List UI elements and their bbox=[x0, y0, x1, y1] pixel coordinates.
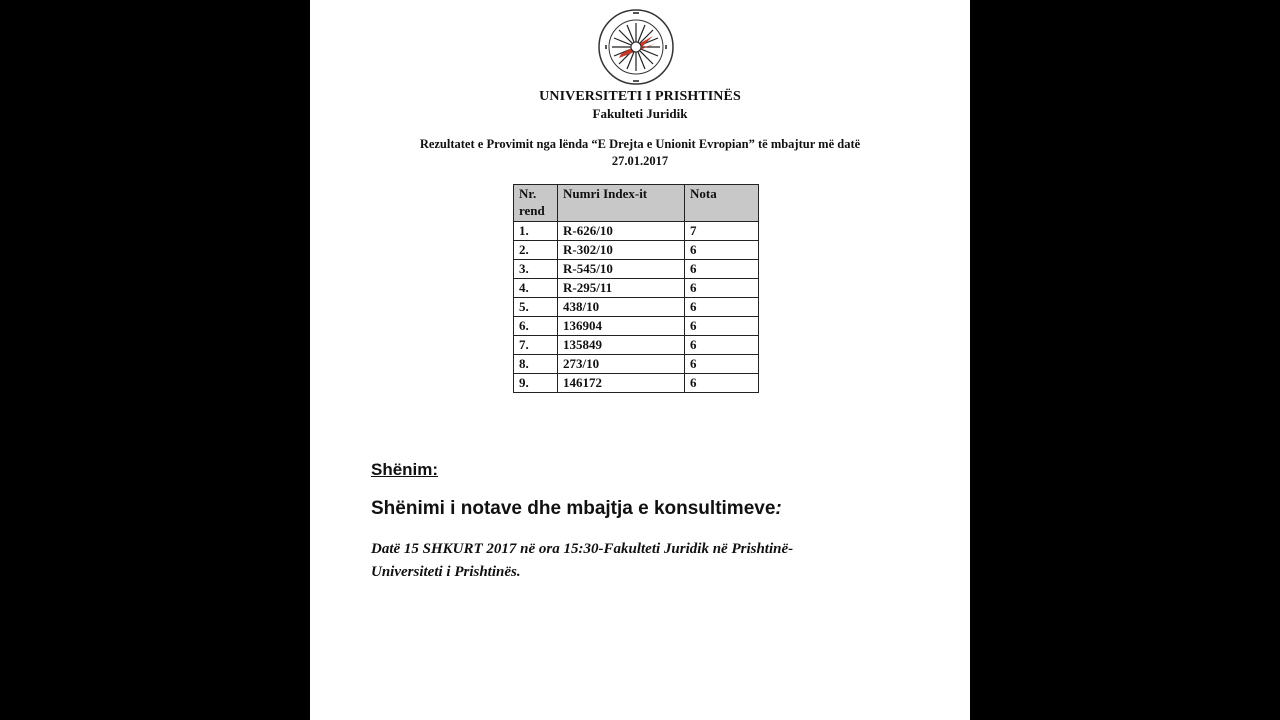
table-row bbox=[514, 336, 759, 355]
document-title: Rezultatet e Provimit nga lënda “E Drejta e Unionit Evropian” të mbajtur më datë bbox=[419, 137, 861, 151]
row-number: 7. bbox=[514, 336, 558, 355]
row-grade: 6 bbox=[685, 298, 759, 317]
table-row bbox=[514, 374, 759, 393]
faculty-name: Fakulteti Juridik bbox=[592, 106, 688, 121]
row-number: 1. bbox=[514, 222, 558, 241]
row-number: 3. bbox=[514, 260, 558, 279]
note-heading: Shënim: bbox=[371, 460, 439, 479]
row-index: 136904 bbox=[558, 317, 685, 336]
table-row bbox=[514, 317, 759, 336]
row-index: 146172 bbox=[558, 374, 685, 393]
table-row bbox=[514, 260, 759, 279]
row-number: 9. bbox=[514, 374, 558, 393]
row-number: 6. bbox=[514, 317, 558, 336]
row-index: R-626/10 bbox=[558, 222, 685, 241]
header-nota: Nota bbox=[685, 185, 759, 222]
row-index: 273/10 bbox=[558, 355, 685, 374]
row-grade: 6 bbox=[685, 355, 759, 374]
table-row bbox=[514, 279, 759, 298]
note-body-line: Universiteti i Prishtinës. bbox=[371, 564, 521, 580]
row-number: 4. bbox=[514, 279, 558, 298]
document-page bbox=[310, 0, 970, 720]
row-index: R-545/10 bbox=[558, 260, 685, 279]
row-index: 438/10 bbox=[558, 298, 685, 317]
table-row bbox=[514, 298, 759, 317]
table-row bbox=[514, 355, 759, 374]
row-grade: 6 bbox=[685, 260, 759, 279]
table-row bbox=[514, 222, 759, 241]
row-number: 5. bbox=[514, 298, 558, 317]
row-grade: 7 bbox=[685, 222, 759, 241]
results-table bbox=[513, 184, 759, 393]
row-grade: 6 bbox=[685, 279, 759, 298]
row-index: R-302/10 bbox=[558, 241, 685, 260]
header-nr-rend: Nr. rend bbox=[514, 185, 558, 222]
note-body-line: Datë 15 SHKURT 2017 në ora 15:30-Fakulteti Juridik në Prishtinë- bbox=[371, 541, 794, 557]
university-name: UNIVERSITETI I PRISHTINËS bbox=[539, 89, 741, 104]
university-seal-icon bbox=[597, 8, 675, 86]
table-header-row bbox=[514, 185, 759, 222]
note-body bbox=[371, 538, 931, 584]
row-number: 2. bbox=[514, 241, 558, 260]
note-subheading-text: Shënimi i notave dhe mbajtja e konsultimeve bbox=[371, 498, 776, 519]
row-number: 8. bbox=[514, 355, 558, 374]
row-grade: 6 bbox=[685, 336, 759, 355]
row-grade: 6 bbox=[685, 241, 759, 260]
table-row bbox=[514, 241, 759, 260]
header-index: Numri Index-it bbox=[558, 185, 685, 222]
row-grade: 6 bbox=[685, 317, 759, 336]
note-subheading-colon: : bbox=[775, 498, 782, 519]
row-index: 135849 bbox=[558, 336, 685, 355]
note-subheading bbox=[371, 498, 782, 520]
row-index: R-295/11 bbox=[558, 279, 685, 298]
row-grade: 6 bbox=[685, 374, 759, 393]
exam-date: 27.01.2017 bbox=[611, 154, 669, 168]
